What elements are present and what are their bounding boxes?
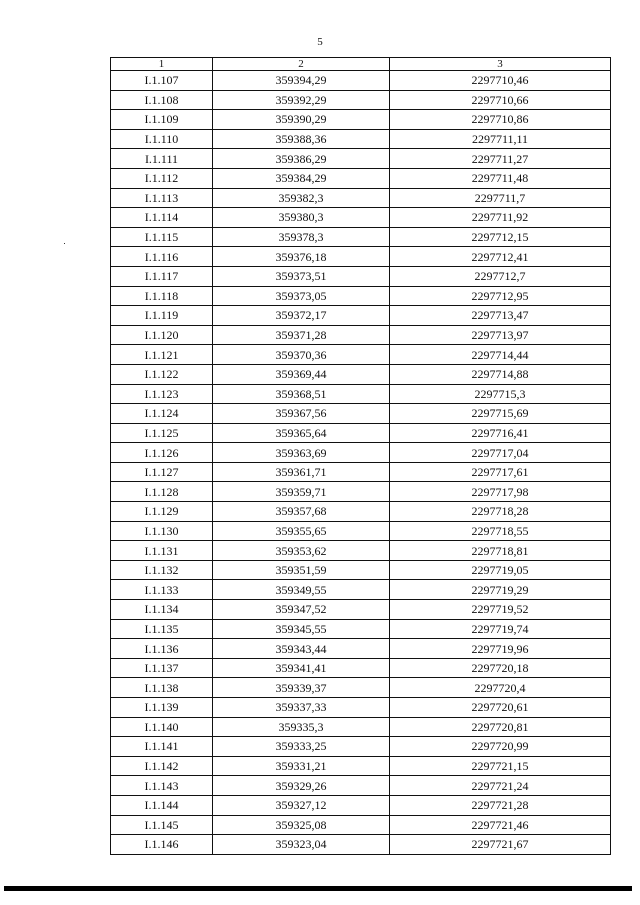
point-id-cell: І.1.137 (111, 658, 213, 678)
table-row (111, 384, 611, 404)
y-coordinate-cell: 2297710,46 (390, 71, 611, 91)
stray-mark (64, 243, 65, 244)
y-coordinate-cell: 2297719,52 (390, 600, 611, 620)
point-id-cell: І.1.134 (111, 600, 213, 620)
table-row (111, 619, 611, 639)
y-coordinate-cell: 2297714,88 (390, 364, 611, 384)
point-id-cell: І.1.122 (111, 364, 213, 384)
point-id-cell: І.1.112 (111, 168, 213, 188)
point-id-cell: І.1.115 (111, 227, 213, 247)
x-coordinate-cell: 359382,3 (213, 188, 390, 208)
table-row (111, 266, 611, 286)
y-coordinate-cell: 2297721,28 (390, 795, 611, 815)
y-coordinate-cell: 2297720,18 (390, 658, 611, 678)
point-id-cell: І.1.132 (111, 560, 213, 580)
x-coordinate-cell: 359335,3 (213, 717, 390, 737)
x-coordinate-cell: 359384,29 (213, 168, 390, 188)
y-coordinate-cell: 2297711,11 (390, 129, 611, 149)
table-row (111, 168, 611, 188)
x-coordinate-cell: 359337,33 (213, 698, 390, 718)
y-coordinate-cell: 2297711,92 (390, 208, 611, 228)
y-coordinate-cell: 2297712,41 (390, 247, 611, 267)
bottom-rule (4, 886, 632, 891)
x-coordinate-cell: 359394,29 (213, 71, 390, 91)
point-id-cell: І.1.136 (111, 639, 213, 659)
y-coordinate-cell: 2297715,3 (390, 384, 611, 404)
table-row (111, 247, 611, 267)
point-id-cell: І.1.126 (111, 443, 213, 463)
table-row (111, 188, 611, 208)
point-id-cell: І.1.111 (111, 149, 213, 169)
point-id-cell: І.1.119 (111, 306, 213, 326)
x-coordinate-cell: 359357,68 (213, 502, 390, 522)
y-coordinate-cell: 2297721,15 (390, 756, 611, 776)
table-row (111, 482, 611, 502)
point-id-cell: І.1.139 (111, 698, 213, 718)
column-header-y: 3 (390, 58, 611, 71)
point-id-cell: І.1.118 (111, 286, 213, 306)
x-coordinate-cell: 359386,29 (213, 149, 390, 169)
table-row (111, 815, 611, 835)
y-coordinate-cell: 2297712,15 (390, 227, 611, 247)
table-row (111, 345, 611, 365)
x-coordinate-cell: 359351,59 (213, 560, 390, 580)
y-coordinate-cell: 2297719,29 (390, 580, 611, 600)
x-coordinate-cell: 359359,71 (213, 482, 390, 502)
x-coordinate-cell: 359363,69 (213, 443, 390, 463)
table-row (111, 795, 611, 815)
point-id-cell: І.1.121 (111, 345, 213, 365)
point-id-cell: І.1.145 (111, 815, 213, 835)
point-id-cell: І.1.129 (111, 502, 213, 522)
table-row (111, 541, 611, 561)
y-coordinate-cell: 2297714,44 (390, 345, 611, 365)
table-row (111, 306, 611, 326)
point-id-cell: І.1.125 (111, 423, 213, 443)
table-row (111, 698, 611, 718)
table-row (111, 717, 611, 737)
column-header-point: 1 (111, 58, 213, 71)
y-coordinate-cell: 2297720,61 (390, 698, 611, 718)
y-coordinate-cell: 2297717,61 (390, 462, 611, 482)
x-coordinate-cell: 359392,29 (213, 90, 390, 110)
point-id-cell: І.1.128 (111, 482, 213, 502)
x-coordinate-cell: 359331,21 (213, 756, 390, 776)
x-coordinate-cell: 359373,51 (213, 266, 390, 286)
table-row (111, 776, 611, 796)
table-row (111, 580, 611, 600)
table-row (111, 208, 611, 228)
x-coordinate-cell: 359349,55 (213, 580, 390, 600)
y-coordinate-cell: 2297717,04 (390, 443, 611, 463)
point-id-cell: І.1.143 (111, 776, 213, 796)
x-coordinate-cell: 359333,25 (213, 737, 390, 757)
y-coordinate-cell: 2297721,67 (390, 835, 611, 855)
point-id-cell: І.1.107 (111, 71, 213, 91)
y-coordinate-cell: 2297719,05 (390, 560, 611, 580)
y-coordinate-cell: 2297712,95 (390, 286, 611, 306)
table-row (111, 600, 611, 620)
point-id-cell: І.1.142 (111, 756, 213, 776)
table-row (111, 835, 611, 855)
x-coordinate-cell: 359361,71 (213, 462, 390, 482)
point-id-cell: І.1.141 (111, 737, 213, 757)
table-body (111, 71, 611, 855)
x-coordinate-cell: 359373,05 (213, 286, 390, 306)
y-coordinate-cell: 2297720,4 (390, 678, 611, 698)
y-coordinate-cell: 2297712,7 (390, 266, 611, 286)
table-row (111, 678, 611, 698)
y-coordinate-cell: 2297720,99 (390, 737, 611, 757)
y-coordinate-cell: 2297710,86 (390, 110, 611, 130)
x-coordinate-cell: 359341,41 (213, 658, 390, 678)
x-coordinate-cell: 359369,44 (213, 364, 390, 384)
y-coordinate-cell: 2297717,98 (390, 482, 611, 502)
y-coordinate-cell: 2297721,46 (390, 815, 611, 835)
coordinates-table (110, 57, 611, 855)
y-coordinate-cell: 2297718,81 (390, 541, 611, 561)
point-id-cell: І.1.138 (111, 678, 213, 698)
y-coordinate-cell: 2297718,28 (390, 502, 611, 522)
table-row (111, 443, 611, 463)
x-coordinate-cell: 359390,29 (213, 110, 390, 130)
x-coordinate-cell: 359376,18 (213, 247, 390, 267)
table-row (111, 227, 611, 247)
x-coordinate-cell: 359371,28 (213, 325, 390, 345)
table-row (111, 364, 611, 384)
y-coordinate-cell: 2297710,66 (390, 90, 611, 110)
table-row (111, 404, 611, 424)
table-row (111, 639, 611, 659)
x-coordinate-cell: 359378,3 (213, 227, 390, 247)
x-coordinate-cell: 359325,08 (213, 815, 390, 835)
point-id-cell: І.1.127 (111, 462, 213, 482)
point-id-cell: І.1.135 (111, 619, 213, 639)
x-coordinate-cell: 359323,04 (213, 835, 390, 855)
page-number: 5 (317, 36, 323, 48)
point-id-cell: І.1.131 (111, 541, 213, 561)
y-coordinate-cell: 2297716,41 (390, 423, 611, 443)
point-id-cell: І.1.113 (111, 188, 213, 208)
table-row (111, 560, 611, 580)
point-id-cell: І.1.123 (111, 384, 213, 404)
x-coordinate-cell: 359370,36 (213, 345, 390, 365)
point-id-cell: І.1.144 (111, 795, 213, 815)
y-coordinate-cell: 2297719,74 (390, 619, 611, 639)
x-coordinate-cell: 359380,3 (213, 208, 390, 228)
point-id-cell: І.1.133 (111, 580, 213, 600)
point-id-cell: І.1.110 (111, 129, 213, 149)
table-row (111, 149, 611, 169)
table-row (111, 129, 611, 149)
table-row (111, 286, 611, 306)
table-row (111, 71, 611, 91)
y-coordinate-cell: 2297719,96 (390, 639, 611, 659)
y-coordinate-cell: 2297718,55 (390, 521, 611, 541)
y-coordinate-cell: 2297713,97 (390, 325, 611, 345)
table-row (111, 325, 611, 345)
x-coordinate-cell: 359345,55 (213, 619, 390, 639)
point-id-cell: І.1.130 (111, 521, 213, 541)
table-row (111, 737, 611, 757)
y-coordinate-cell: 2297713,47 (390, 306, 611, 326)
y-coordinate-cell: 2297715,69 (390, 404, 611, 424)
point-id-cell: І.1.146 (111, 835, 213, 855)
x-coordinate-cell: 359329,26 (213, 776, 390, 796)
point-id-cell: І.1.108 (111, 90, 213, 110)
x-coordinate-cell: 359327,12 (213, 795, 390, 815)
table-row (111, 423, 611, 443)
column-header-x: 2 (213, 58, 390, 71)
x-coordinate-cell: 359355,65 (213, 521, 390, 541)
table-row (111, 521, 611, 541)
table-row (111, 110, 611, 130)
point-id-cell: І.1.120 (111, 325, 213, 345)
x-coordinate-cell: 359339,37 (213, 678, 390, 698)
table-header-row (111, 58, 611, 71)
table-row (111, 502, 611, 522)
y-coordinate-cell: 2297721,24 (390, 776, 611, 796)
point-id-cell: І.1.140 (111, 717, 213, 737)
table-row (111, 658, 611, 678)
y-coordinate-cell: 2297711,7 (390, 188, 611, 208)
y-coordinate-cell: 2297711,48 (390, 168, 611, 188)
table-row (111, 756, 611, 776)
x-coordinate-cell: 359353,62 (213, 541, 390, 561)
table-row (111, 90, 611, 110)
x-coordinate-cell: 359368,51 (213, 384, 390, 404)
table-row (111, 462, 611, 482)
x-coordinate-cell: 359347,52 (213, 600, 390, 620)
x-coordinate-cell: 359367,56 (213, 404, 390, 424)
x-coordinate-cell: 359343,44 (213, 639, 390, 659)
y-coordinate-cell: 2297720,81 (390, 717, 611, 737)
point-id-cell: І.1.109 (111, 110, 213, 130)
x-coordinate-cell: 359372,17 (213, 306, 390, 326)
x-coordinate-cell: 359365,64 (213, 423, 390, 443)
point-id-cell: І.1.117 (111, 266, 213, 286)
point-id-cell: І.1.114 (111, 208, 213, 228)
point-id-cell: І.1.124 (111, 404, 213, 424)
point-id-cell: І.1.116 (111, 247, 213, 267)
x-coordinate-cell: 359388,36 (213, 129, 390, 149)
y-coordinate-cell: 2297711,27 (390, 149, 611, 169)
